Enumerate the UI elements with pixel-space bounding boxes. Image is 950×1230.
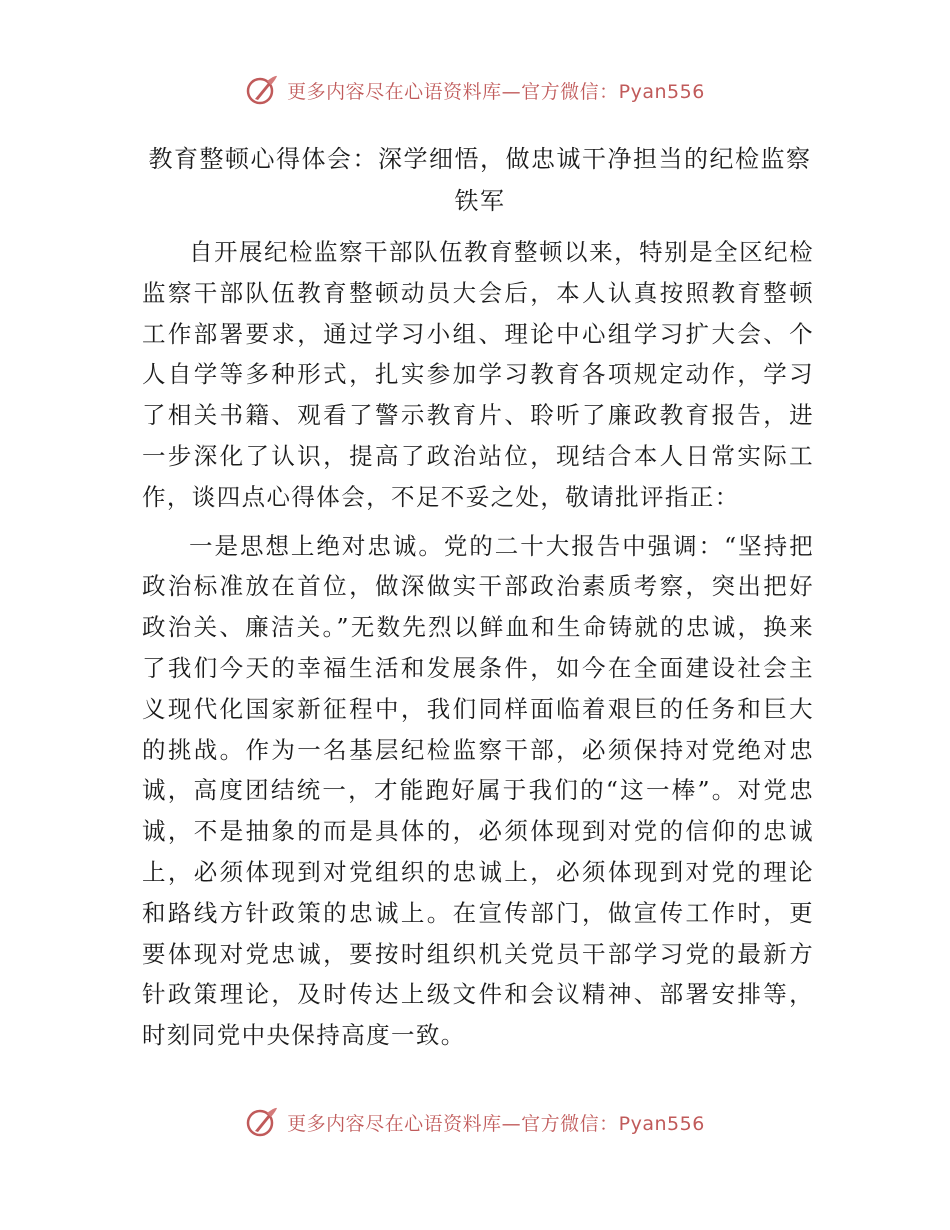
- header-banner-text: 更多内容尽在心语资料库—官方微信：Pyan556: [287, 80, 705, 103]
- document-title: 教育整顿心得体会：深学细悟，做忠诚干净担当的纪检监察铁军: [148, 145, 812, 215]
- header-banner: [0, 70, 950, 110]
- quill-logo-icon: [245, 73, 279, 107]
- footer-banner-text: 更多内容尽在心语资料库—官方微信：Pyan556: [287, 1112, 705, 1135]
- document-body: [142, 232, 814, 1064]
- paragraph-loyalty: 一是思想上绝对忠诚。党的二十大报告中强调：“坚持把政治标准放在首位，做深做实干部政治素质考察，突出把好政治关、廉洁关。”无数先烈以鲜血和生命铸就的忠诚，换来了我们今天的幸福生活和发展条件，如今在全面建设社会主义现代化国家新征程中，我们同样面临着艰巨的任务和巨大的挑战。作为一名基层纪检监察干部，必须保持对党绝对忠诚，高度团结统一，才能跑好属于我们的“这一棒”。对党忠诚，不是抽象的而是具体的，必须体现到对党的信仰的忠诚上，必须体现到对党组织的忠诚上，必须体现到对党的理论和路线方针政策的忠诚上。在宣传部门，做宣传工作时，更要体现对党忠诚，要按时组织机关党员干部学习党的最新方针政策理论，及时传达上级文件和会议精神、部署安排等，时刻同党中央保持高度一致。: [142, 531, 814, 1050]
- footer-banner: [0, 1102, 950, 1142]
- quill-logo-icon: [245, 1105, 279, 1139]
- paragraph-intro: 自开展纪检监察干部队伍教育整顿以来，特别是全区纪检监察干部队伍教育整顿动员大会后，本人认真按照教育整顿工作部署要求，通过学习小组、理论中心组学习扩大会、个人自学等多种形式，扎实参加学习教育各项规定动作，学习了相关书籍、观看了警示教育片、聆听了廉政教育报告，进一步深化了认识，提高了政治站位，现结合本人日常实际工作，谈四点心得体会，不足不妥之处，敬请批评指正：: [142, 238, 814, 511]
